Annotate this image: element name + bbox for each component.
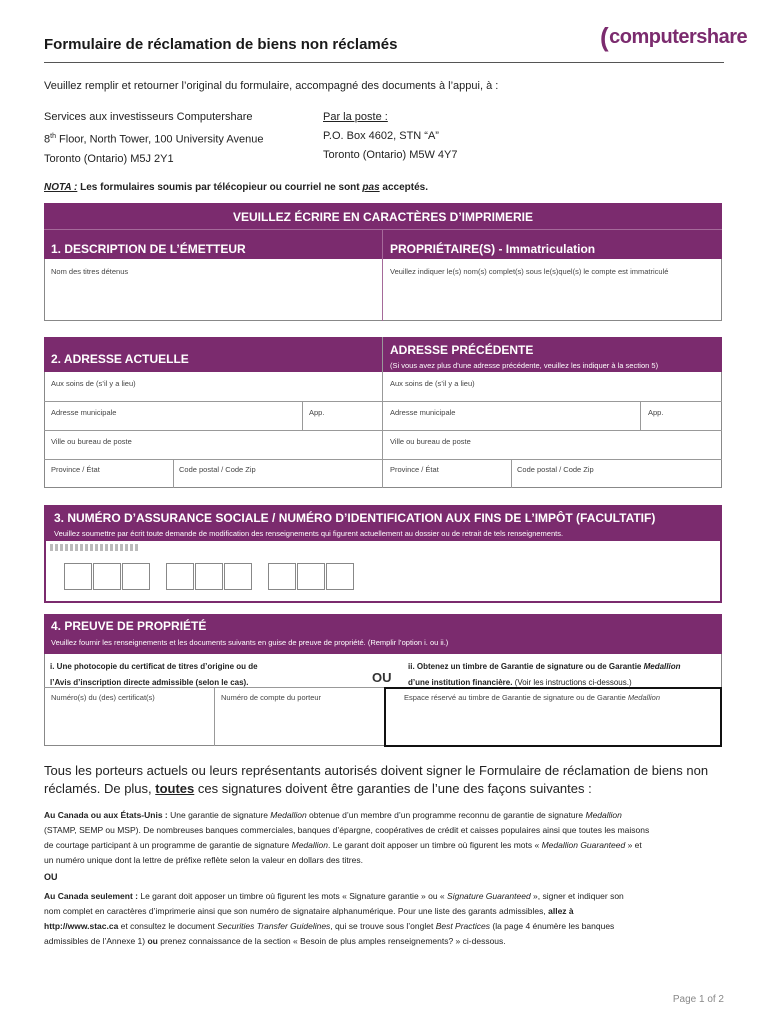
divider <box>511 459 512 488</box>
divider <box>44 430 722 431</box>
nota-emphasis: pas <box>362 182 380 193</box>
address-computershare <box>44 108 263 169</box>
divider <box>640 401 641 430</box>
header-rule <box>44 62 724 63</box>
previous-apt-field[interactable]: App. <box>648 408 664 417</box>
divider <box>214 687 215 746</box>
para-italic: Medallion <box>270 810 307 820</box>
divider <box>44 229 722 230</box>
print-banner: VEUILLEZ ÉCRIRE EN CARACTÈRES D’IMPRIMERIE <box>232 210 534 224</box>
para-line: un numéro unique dont la lettre de préfixe reflète selon la valeur en dollars des titres. <box>44 855 363 865</box>
sin-group-3 <box>268 563 354 590</box>
sin-digit-box[interactable] <box>297 563 325 590</box>
para-italic: Signature Guaranteed <box>447 891 531 901</box>
section-2-title: 2. ADRESSE ACTUELLE <box>51 352 189 366</box>
para-italic: Best Practices <box>435 921 491 931</box>
address-line: P.O. Box 4602, STN “A” <box>323 130 439 142</box>
para-line <box>44 838 734 853</box>
sin-digit-box[interactable] <box>93 563 121 590</box>
signature-text: ces signatures doivent être garanties de l’une des façons suivantes : <box>194 781 592 796</box>
signature-line: Tous les porteurs actuels ou leurs représentants autorisés doivent signer le Formulaire de réclamation de biens non <box>44 763 709 778</box>
address-line: Services aux investisseurs Computershare <box>44 111 253 123</box>
para-text: nom complet en caractères d’imprimerie ainsi que son numéro de signataire alphanumérique. Pour une liste des garants admissibles, <box>44 906 549 916</box>
para-text: et consultez le document <box>118 921 218 931</box>
nota-text-end: acceptés. <box>379 182 429 193</box>
para-line: (STAMP, SEMP ou MSP). De nombreuses banques commerciales, banques d’épargne, coopératives de crédit et caisses populaires ainsi que toutes les maisons <box>44 825 650 835</box>
para-italic: Medallion <box>585 810 622 820</box>
divider <box>382 337 383 488</box>
signature-line <box>44 780 708 798</box>
logo-text: computershare <box>609 26 748 48</box>
or-separator: OU <box>372 670 392 685</box>
current-city-field[interactable]: Ville ou bureau de poste <box>51 437 132 446</box>
para-text: admissibles de l’Annexe 1) <box>44 936 148 946</box>
previous-province-field[interactable]: Province / État <box>390 465 439 474</box>
para-text: (la page 4 énumère les banques <box>490 921 615 931</box>
current-apt-field[interactable]: App. <box>309 408 325 417</box>
previous-city-field[interactable]: Ville ou bureau de poste <box>390 437 471 446</box>
previous-street-field[interactable]: Adresse municipale <box>390 408 456 417</box>
previous-address-title: ADRESSE PRÉCÉDENTE <box>390 343 534 357</box>
section-3-title: 3. NUMÉRO D’ASSURANCE SOCIALE / NUMÉRO D’IDENTIFICATION AUX FINS DE L’IMPÔT (FACULTATIF) <box>54 511 656 525</box>
or-separator-2: OU <box>44 872 58 882</box>
previous-address-note: (Si vous avez plus d’une adresse précédente, veuillez les indiquer à la section 5) <box>390 361 659 370</box>
current-postal-field[interactable]: Code postal / Code Zip <box>179 465 256 474</box>
stamp-area-label <box>404 693 660 702</box>
intro-text: Veuillez remplir et retourner l’original du formulaire, accompagné des documents à l’appui, à : <box>44 80 499 92</box>
option-2-line <box>408 659 681 675</box>
address-floor-number: 8 <box>44 133 51 146</box>
sin-digit-box[interactable] <box>64 563 92 590</box>
certificate-numbers-field[interactable]: Numéro(s) du (des) certificat(s) <box>51 693 155 702</box>
para-line <box>44 889 734 904</box>
para-text: » et <box>625 840 642 850</box>
para-line <box>44 808 734 823</box>
nota-label: NOTA : <box>44 182 78 193</box>
option-2-italic: Medallion <box>643 662 681 671</box>
section-1-title: 1. DESCRIPTION DE L’ÉMETTEUR <box>51 242 246 256</box>
para-line <box>44 904 734 919</box>
mail-heading: Par la poste : <box>323 111 388 123</box>
divider <box>44 459 722 460</box>
signature-instructions <box>44 762 708 798</box>
current-street-field[interactable]: Adresse municipale <box>51 408 117 417</box>
registered-owners-field[interactable]: Veuillez indiquer le(s) nom(s) complet(s) sous le(s)quel(s) le compte est immatriculé <box>390 267 669 276</box>
divider <box>382 230 383 321</box>
address-floor-suffix: th <box>50 133 56 140</box>
issuer-securities-field[interactable]: Nom des titres détenus <box>51 267 129 276</box>
divider <box>302 401 303 430</box>
address-line <box>44 127 263 150</box>
para-text: Une garantie de signature <box>167 810 271 820</box>
para-bold: ou <box>147 936 158 946</box>
sin-group-2 <box>166 563 252 590</box>
sin-digit-box[interactable] <box>268 563 296 590</box>
stamp-area-text: Espace réservé au timbre de Garantie de signature ou de Garantie <box>404 693 628 702</box>
sin-group-1 <box>64 563 150 590</box>
para-text: . Le garant doit apposer un timbre où figurent les mots « <box>328 840 542 850</box>
sin-digit-box[interactable] <box>195 563 223 590</box>
para-text: prenez connaissance de la section « Besoin de plus amples renseignements? » ci-dessous. <box>157 936 506 946</box>
faded-label <box>50 544 140 551</box>
para-bold: Au Canada ou aux États-Unis : <box>44 810 168 820</box>
para-text: de courtage participant à un programme de garantie de signature <box>44 840 292 850</box>
page-number: Page 1 of 2 <box>672 994 724 1005</box>
canada-only-guarantee <box>44 889 734 949</box>
current-province-field[interactable]: Province / État <box>51 465 100 474</box>
option-2-text: ii. Obtenez un timbre de Garantie de signature ou de Garantie <box>408 662 644 671</box>
previous-postal-field[interactable]: Code postal / Code Zip <box>517 465 594 474</box>
para-italic: Medallion <box>291 840 328 850</box>
para-text: », signer et indiquer son <box>530 891 624 901</box>
nota-text: Les formulaires soumis par télécopieur ou courriel ne sont <box>77 182 363 193</box>
sin-digit-box[interactable] <box>224 563 252 590</box>
stamp-area-italic: Medallion <box>627 693 660 702</box>
previous-care-of-field[interactable]: Aux soins de (s’il y a lieu) <box>390 379 475 388</box>
para-italic: Medallion Guaranteed <box>541 840 626 850</box>
para-bold: Au Canada seulement : <box>44 891 138 901</box>
sin-digit-box[interactable] <box>166 563 194 590</box>
section-4-note: Veuillez fournir les renseignements et les documents suivants en guise de preuve de propriété. (Remplir l’option i. ou ii.) <box>51 638 449 647</box>
canada-us-guarantee <box>44 808 734 868</box>
address-floor-rest: Floor, North Tower, 100 University Avenue <box>55 133 264 146</box>
option-2-note: (Voir les instructions ci-dessous.) <box>512 678 632 687</box>
nota-note <box>44 182 428 193</box>
divider <box>173 459 174 488</box>
sin-digit-box[interactable] <box>122 563 150 590</box>
current-care-of-field[interactable]: Aux soins de (s’il y a lieu) <box>51 379 136 388</box>
option-1-line: i. Une photocopie du certificat de titres d’origine ou de <box>50 662 258 671</box>
para-line <box>44 919 734 934</box>
para-text: , qui se trouve sous l’onglet <box>330 921 436 931</box>
address-mail <box>323 108 458 165</box>
stac-link[interactable]: http://www.stac.ca <box>44 921 119 931</box>
signature-emphasis: toutes <box>155 781 195 796</box>
section-4-title: 4. PREUVE DE PROPRIÉTÉ <box>51 619 207 633</box>
address-line: Toronto (Ontario) M5J 2Y1 <box>44 152 174 165</box>
owners-title: PROPRIÉTAIRE(S) - Immatriculation <box>390 242 596 256</box>
sin-digit-box[interactable] <box>326 563 354 590</box>
divider <box>44 401 722 402</box>
logo-c-icon: ( <box>600 22 609 52</box>
section-3-note: Veuillez soumettre par écrit toute demande de modification des renseignements qui figurent actuellement au dossier ou de retrait de tels renseignements. <box>54 529 564 538</box>
holder-account-field[interactable]: Numéro de compte du porteur <box>221 693 322 702</box>
para-text: Le garant doit apposer un timbre où figurent les mots « Signature garantie » ou « <box>138 891 448 901</box>
option-1-line: l’Avis d’inscription directe admissible (selon le cas). <box>50 678 249 687</box>
para-text: obtenue d’un membre d’un programme reconnu de garantie de signature <box>306 810 586 820</box>
para-line <box>44 934 734 949</box>
computershare-logo <box>600 22 748 52</box>
para-bold: allez à <box>548 906 574 916</box>
para-italic: Securities Transfer Guidelines <box>217 921 331 931</box>
signature-text: réclamés. De plus, <box>44 781 156 796</box>
address-line: Toronto (Ontario) M5W 4Y7 <box>323 149 458 161</box>
page-title: Formulaire de réclamation de biens non réclamés <box>44 36 398 53</box>
option-2-text: d’une institution financière. <box>408 678 513 687</box>
